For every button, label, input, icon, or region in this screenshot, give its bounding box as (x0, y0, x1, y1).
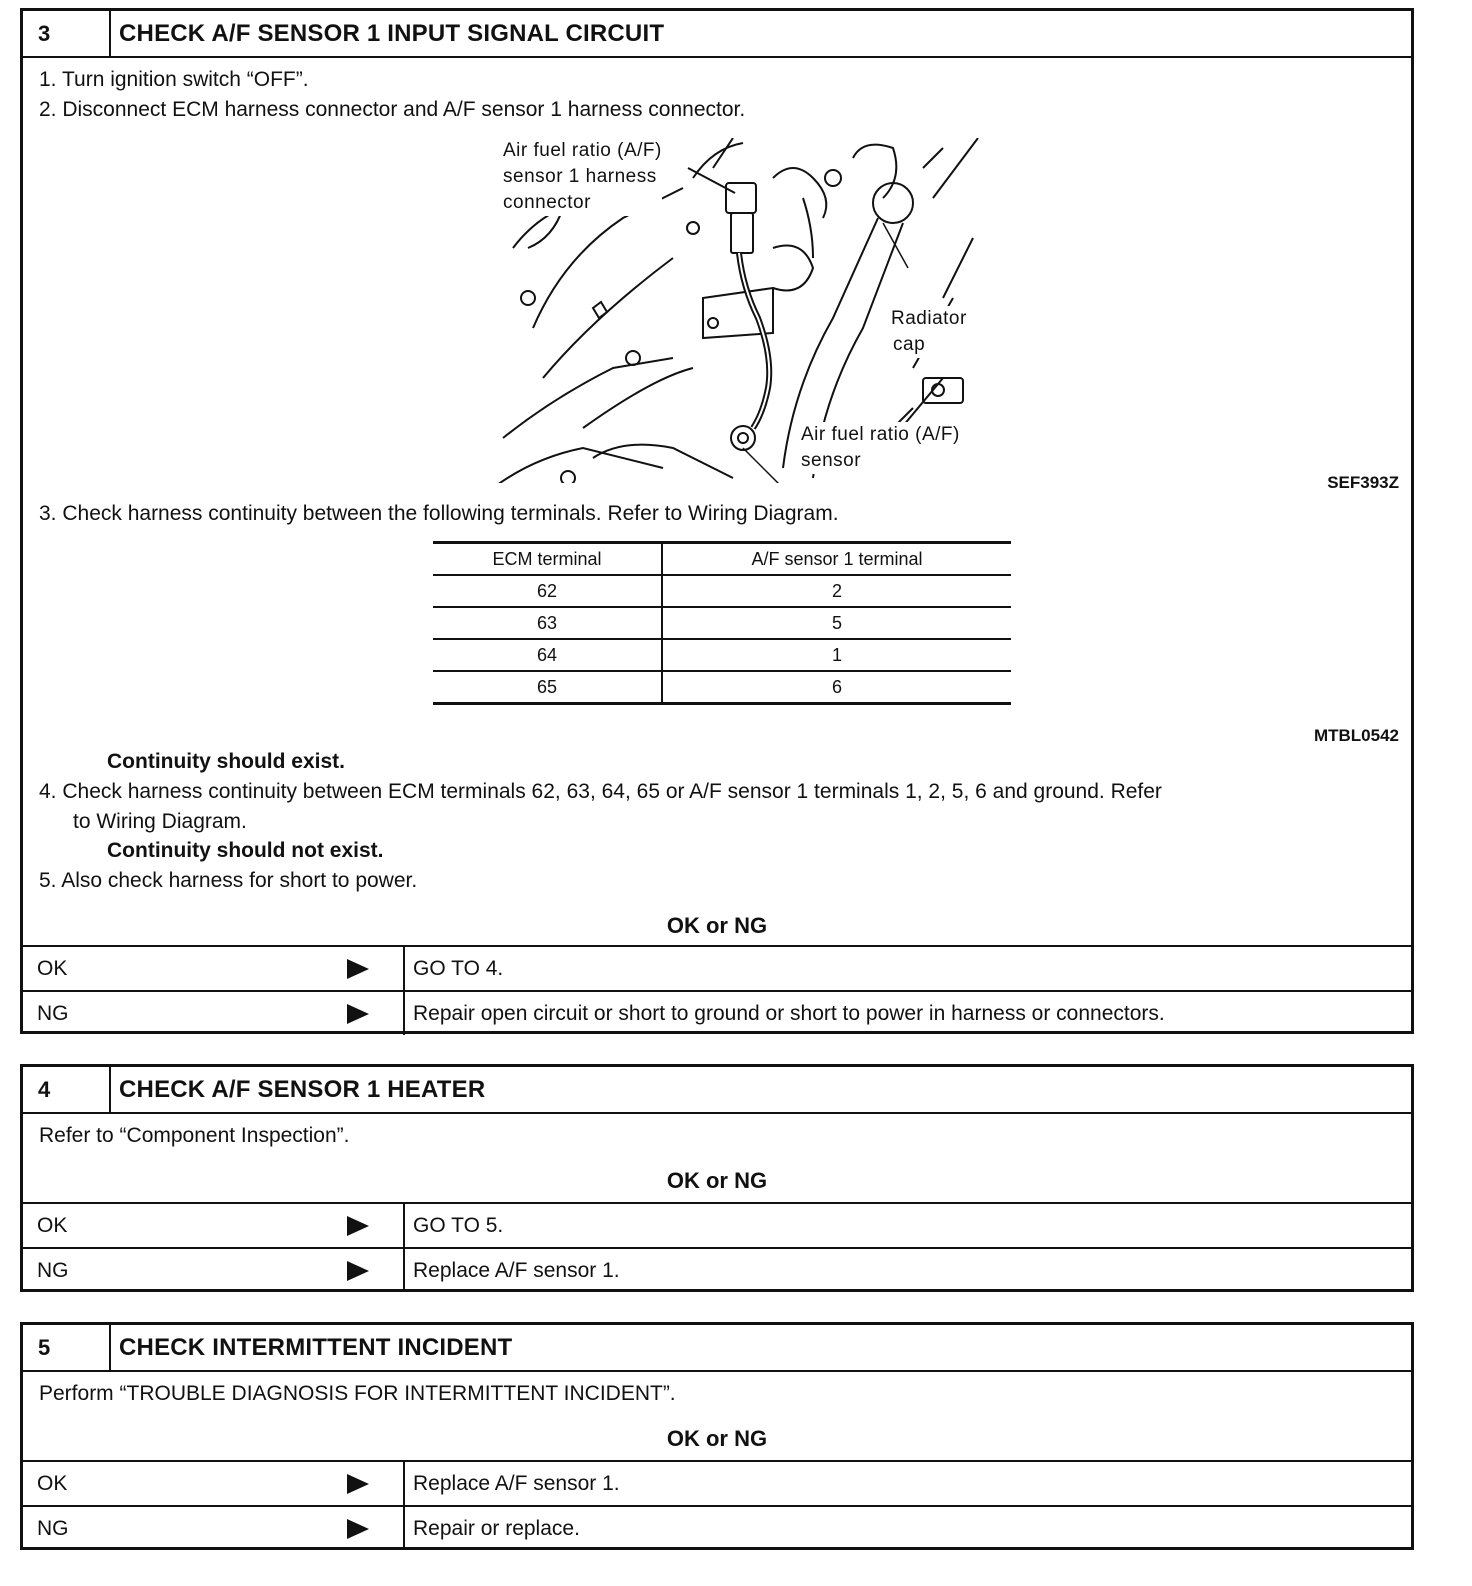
continuity-note-exist: Continuity should exist. (107, 750, 346, 773)
step-4-text: Refer to “Component Inspection”. (39, 1124, 350, 1147)
result-ng-label: NG (37, 1001, 69, 1025)
ok-or-ng-heading: OK or NG (666, 1168, 768, 1193)
result-ok-action: GO TO 5. (413, 1213, 504, 1237)
result-ok-label: OK (37, 1471, 68, 1495)
radiator-cap-label (891, 306, 967, 358)
step-title: CHECK INTERMITTENT INCIDENT (119, 1333, 513, 1361)
result-row-ok (23, 1202, 1411, 1247)
instruction-4: 4. Check harness continuity between ECM terminals 62, 63, 64, 65 or A/F sensor 1 terminals 1, 2, 5, 6 and ground. Refer (39, 780, 1162, 803)
step-title: CHECK A/F SENSOR 1 INPUT SIGNAL CIRCUIT (119, 19, 665, 47)
table-cell-ecm: 62 (433, 575, 662, 607)
terminal-table (433, 541, 1011, 705)
result-row-ng (23, 1247, 1411, 1292)
result-row-ng (23, 990, 1411, 1035)
step-5-text: Perform “TROUBLE DIAGNOSIS FOR INTERMITTENT INCIDENT”. (39, 1382, 676, 1405)
table-cell-ecm: 63 (433, 607, 662, 639)
table-cell-ecm: 65 (433, 671, 662, 704)
result-ng-action: Repair or replace. (413, 1516, 580, 1540)
arrow-right-icon (347, 1519, 369, 1539)
result-row-ng (23, 1505, 1411, 1550)
result-ok-label: OK (37, 1213, 68, 1237)
instruction-2: 2. Disconnect ECM harness connector and A/F sensor 1 harness connector. (39, 98, 746, 121)
step-5-header (23, 1325, 1411, 1372)
arrow-right-icon (347, 959, 369, 979)
connector-label-line-2: sensor 1 harness (503, 166, 657, 187)
step-number: 3 (23, 11, 111, 56)
result-row-ok (23, 945, 1411, 990)
table-cell-af: 2 (662, 575, 1011, 607)
step-4-header (23, 1067, 1411, 1114)
step-4-panel (20, 1064, 1414, 1292)
arrow-right-icon (347, 1474, 369, 1494)
step-5-panel (20, 1322, 1414, 1550)
table-header-ecm: ECM terminal (433, 543, 662, 576)
ok-or-ng-heading: OK or NG (666, 1426, 768, 1451)
table-cell-af: 5 (662, 607, 1011, 639)
connector-label (503, 138, 662, 216)
step-3-panel (20, 8, 1414, 1034)
table-row (433, 607, 1011, 639)
table-cell-af: 1 (662, 639, 1011, 671)
table-cell-af: 6 (662, 671, 1011, 704)
result-ng-action: Replace A/F sensor 1. (413, 1258, 620, 1282)
continuity-note-not-exist: Continuity should not exist. (107, 839, 384, 862)
result-ng-label: NG (37, 1258, 69, 1282)
step-title: CHECK A/F SENSOR 1 HEATER (119, 1075, 486, 1103)
ok-or-ng-heading: OK or NG (666, 913, 768, 938)
step-4-body (23, 1114, 1411, 1202)
table-header-af: A/F sensor 1 terminal (662, 543, 1011, 576)
table-row (433, 639, 1011, 671)
instruction-5: 5. Also check harness for short to power. (39, 869, 418, 892)
radiator-label-line-2: cap (893, 334, 926, 355)
table-cell-ecm: 64 (433, 639, 662, 671)
result-row-ok (23, 1460, 1411, 1505)
result-ok-label: OK (37, 956, 68, 980)
step-number: 4 (23, 1067, 111, 1112)
connector-label-line-1: Air fuel ratio (A/F) (503, 140, 662, 161)
sensor-label-line-1: Air fuel ratio (A/F) (801, 424, 960, 445)
step-number: 5 (23, 1325, 111, 1370)
arrow-right-icon (347, 1004, 369, 1024)
step-3-body (23, 58, 1411, 945)
radiator-label-line-1: Radiator (891, 308, 967, 329)
instruction-3: 3. Check harness continuity between the following terminals. Refer to Wiring Diagram. (39, 502, 839, 525)
instruction-4-cont: to Wiring Diagram. (73, 810, 247, 833)
step-5-body (23, 1372, 1411, 1460)
table-row (433, 671, 1011, 704)
table-id: MTBL0542 (1313, 726, 1399, 745)
result-ok-action: Replace A/F sensor 1. (413, 1471, 620, 1495)
sensor-label (801, 422, 960, 474)
arrow-right-icon (347, 1216, 369, 1236)
result-ng-label: NG (37, 1516, 69, 1540)
step-3-header (23, 11, 1411, 58)
table-row (433, 575, 1011, 607)
engine-bay-diagram (473, 138, 993, 483)
result-ok-action: GO TO 4. (413, 956, 504, 980)
figure-id: SEF393Z (1327, 473, 1399, 492)
instruction-1: 1. Turn ignition switch “OFF”. (39, 68, 309, 91)
result-ng-action: Repair open circuit or short to ground or short to power in harness or connectors. (413, 1001, 1165, 1025)
arrow-right-icon (347, 1261, 369, 1281)
sensor-label-line-2: sensor (801, 450, 862, 471)
connector-label-line-3: connector (503, 192, 591, 213)
